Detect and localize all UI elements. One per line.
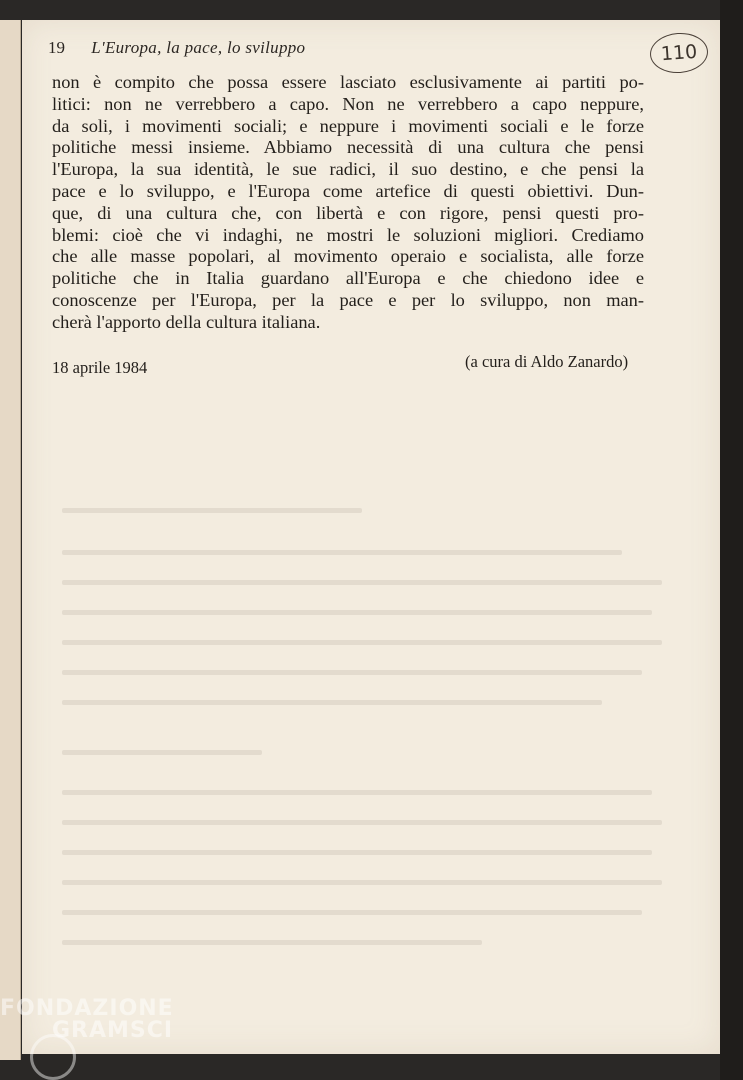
- scan-border: [720, 0, 743, 1080]
- date-line: 18 aprile 1984: [52, 358, 148, 377]
- text-line: l'Europa, la sua identità, le sue radici, il suo destino, e che pensi la: [52, 159, 644, 180]
- bleed-through: [62, 940, 482, 945]
- bleed-through: [62, 508, 362, 513]
- watermark-line: GRAMSCI: [52, 1018, 174, 1043]
- previous-page-edge: [0, 20, 21, 1060]
- running-title: L'Europa, la pace, lo sviluppo: [91, 38, 306, 57]
- bleed-through: [62, 550, 622, 555]
- text-line: que, di una cultura che, con libertà e con rigore, pensi questi pro-: [52, 202, 644, 223]
- watermark-line: FONDAZIONE: [0, 996, 174, 1021]
- text-line: cherà l'apporto della cultura italiana.: [52, 311, 321, 332]
- bleed-through: [62, 700, 602, 705]
- document-page: [22, 20, 720, 1054]
- watermark-logo: [0, 998, 174, 1042]
- archive-stamp: 110: [649, 31, 710, 75]
- editor-credit: (a cura di Aldo Zanardo): [465, 352, 629, 371]
- text-line: blemi: cioè che vi indaghi, ne mostri le soluzioni migliori. Crediamo: [52, 224, 644, 245]
- bleed-through: [62, 880, 662, 885]
- bleed-through: [62, 640, 662, 645]
- bleed-through: [62, 850, 652, 855]
- text-line: politiche che in Italia guardano all'Europa e che chiedono idee e: [52, 268, 644, 289]
- bleed-through: [62, 580, 662, 585]
- text-line: litici: non ne verrebbero a capo. Non ne verrebbero a capo neppure,: [52, 93, 644, 114]
- text-line: politiche messi insieme. Abbiamo necessità di una cultura che pensi: [52, 137, 644, 158]
- body-paragraph: [52, 72, 644, 334]
- running-header: [48, 38, 305, 58]
- bleed-through: [62, 750, 262, 755]
- bleed-through: [62, 790, 652, 795]
- text-line: che alle masse popolari, al movimento operaio e socialista, alle forze: [52, 246, 644, 267]
- text-line: pace e lo sviluppo, e l'Europa come artefice di questi obiettivi. Dun-: [52, 180, 644, 201]
- bleed-through: [62, 610, 652, 615]
- text-line: conoscenze per l'Europa, per la pace e per lo sviluppo, non man-: [52, 289, 644, 310]
- text-line: non è compito che possa essere lasciato esclusivamente ai partiti po-: [52, 72, 644, 92]
- bleed-through: [62, 670, 642, 675]
- watermark-emblem: [30, 1034, 76, 1080]
- text-line: da soli, i movimenti sociali; e neppure i movimenti sociali e le forze: [52, 115, 644, 136]
- bleed-through: [62, 910, 642, 915]
- page-number: 19: [48, 38, 65, 57]
- bleed-through: [62, 820, 662, 825]
